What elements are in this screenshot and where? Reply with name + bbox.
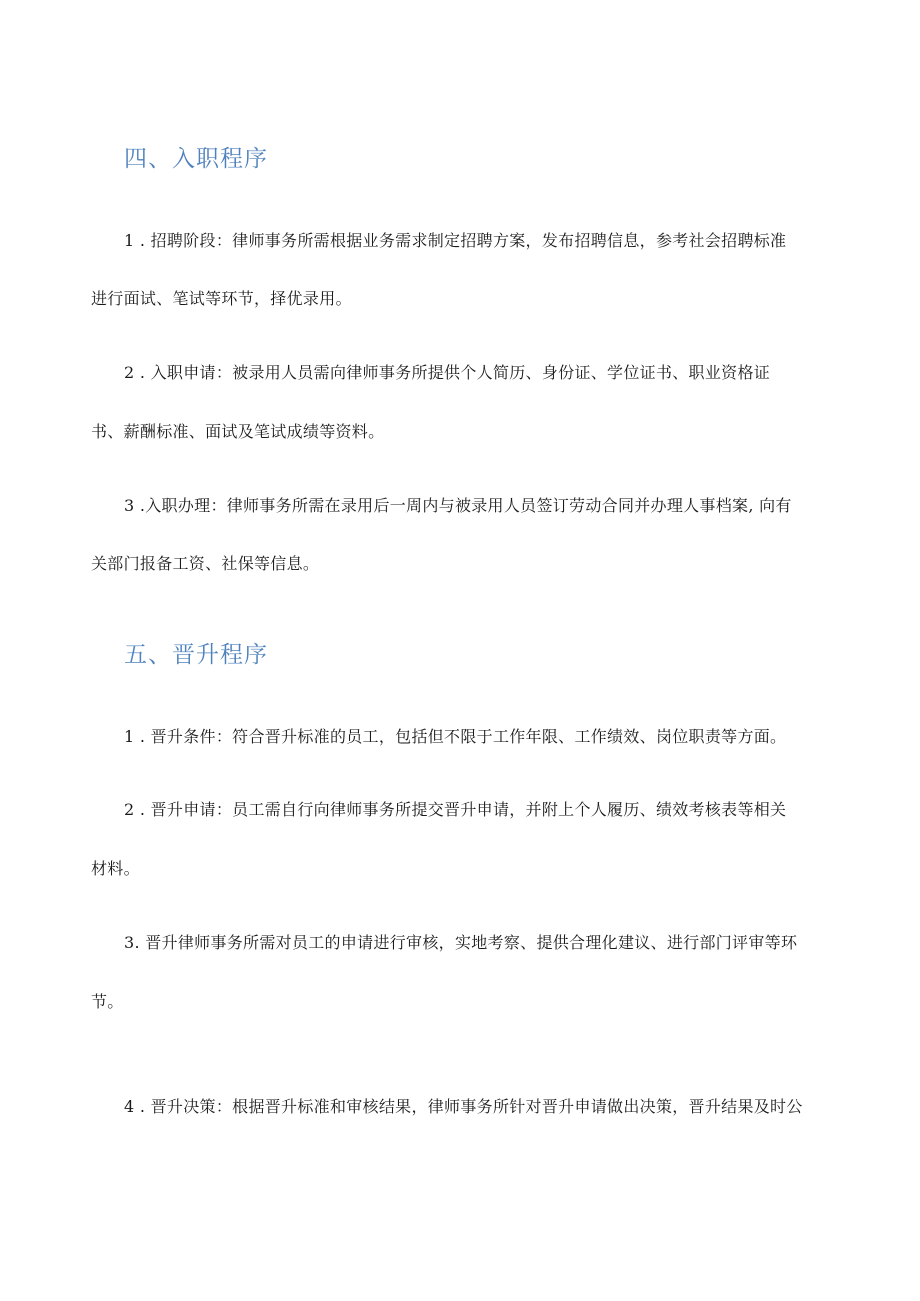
paragraph-promotion-application-line2: 材料。	[91, 859, 140, 878]
paragraph-promotion-decision-line1: 4 . 晋升决策：根据晋升标准和审核结果，律师事务所针对晋升申请做出决策，晋升结果及时公	[124, 1097, 803, 1116]
section-heading-promotion: 五、晋升程序	[124, 642, 268, 668]
paragraph-promotion-application-line1: 2 . 晋升申请：员工需自行向律师事务所提交晋升申请，并附上个人履历、绩效考核表等相关	[124, 800, 787, 819]
paragraph-recruitment-line2: 进行面试、笔试等环节，择优录用。	[91, 289, 352, 308]
paragraph-onboarding-application-line2: 书、薪酬标准、面试及笔试成绩等资料。	[91, 422, 385, 441]
paragraph-promotion-review-line1: 3. 晋升律师事务所需对员工的申请进行审核，实地考察、提供合理化建议、进行部门评审等环	[124, 933, 798, 952]
paragraph-recruitment-line1: 1 . 招聘阶段：律师事务所需根据业务需求制定招聘方案，发布招聘信息，参考社会招聘标准	[124, 231, 787, 250]
paragraph-promotion-review-line2: 节。	[91, 992, 124, 1011]
section-heading-onboarding: 四、入职程序	[124, 146, 268, 172]
paragraph-promotion-conditions-line1: 1 . 晋升条件：符合晋升标准的员工，包括但不限于工作年限、工作绩效、岗位职责等方面。	[124, 727, 787, 746]
paragraph-onboarding-processing-line1: 3 .入职办理：律师事务所需在录用后一周内与被录用人员签订劳动合同并办理人事档案, 向有	[124, 496, 792, 515]
paragraph-onboarding-processing-line2: 关部门报备工资、社保等信息。	[91, 554, 320, 573]
paragraph-onboarding-application-line1: 2 . 入职申请：被录用人员需向律师事务所提供个人简历、身份证、学位证书、职业资格证	[124, 363, 771, 382]
